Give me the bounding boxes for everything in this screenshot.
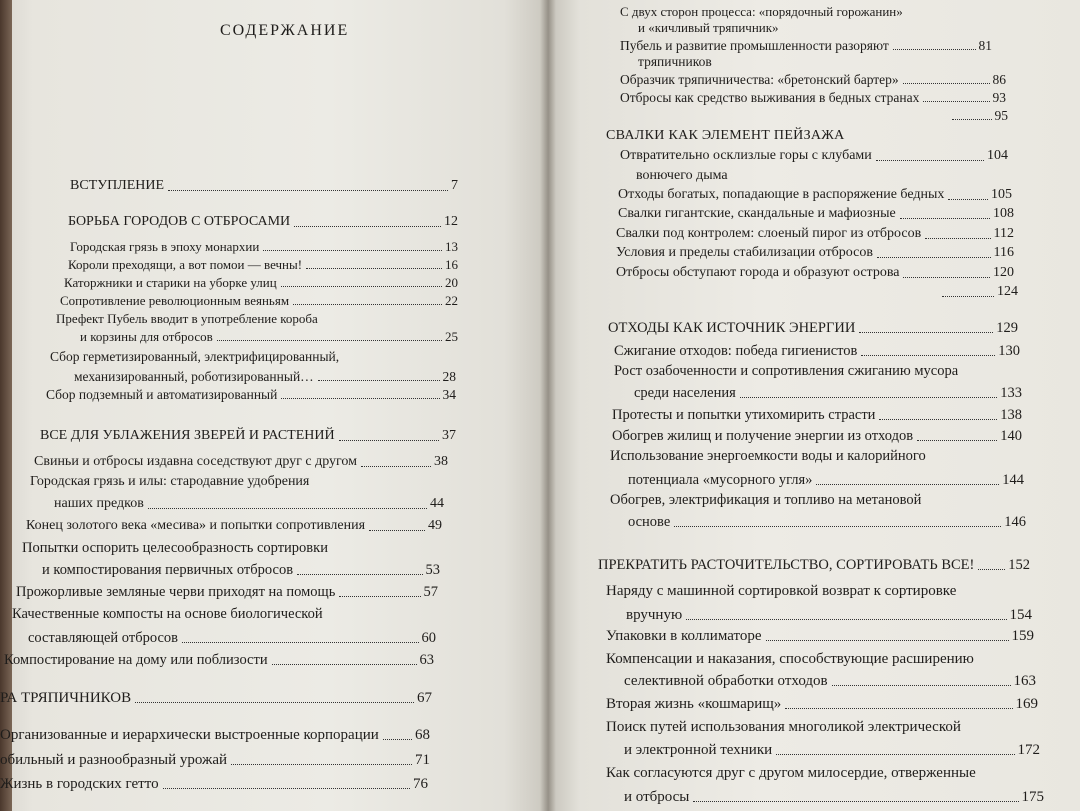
toc-entry-title: Протесты и попытки утихомирить страсти: [612, 407, 876, 423]
toc-entry-page: 112: [993, 226, 1014, 241]
toc-entry-title: Организованные и иерархически выстроенные корпорации: [0, 727, 379, 743]
toc-entry-title: обильный и разнообразный урожай: [0, 752, 228, 768]
toc-leader: [674, 526, 1001, 527]
toc-entry: [80, 329, 458, 345]
toc-entry: [606, 627, 1034, 645]
toc-entry-title: и «кичливый тряпичник»: [638, 20, 779, 35]
toc-entry-page: 133: [1000, 385, 1022, 401]
toc-entry: [628, 472, 1024, 489]
toc-entry-page: 130: [998, 343, 1020, 359]
toc-entry-page: 108: [993, 206, 1014, 221]
toc-entry-title: Обогрев, электрификация и топливо на метановой: [610, 492, 922, 508]
toc-entry: [624, 741, 1040, 759]
toc-entry-page: 38: [434, 454, 448, 469]
toc-leader: [785, 708, 1012, 709]
toc-entry-title: вручную: [626, 607, 683, 623]
toc-entry: [64, 275, 458, 291]
toc-section: [68, 214, 458, 231]
toc-leader: [861, 355, 995, 356]
toc-leader: [832, 685, 1011, 686]
toc-entry-title: Свиньи и отбросы издавна соседствуют друг с другом: [34, 454, 358, 469]
toc-entry-title: Отбросы обступают города и образуют острова: [616, 265, 900, 280]
toc-leader: [369, 530, 425, 531]
right-page: [548, 0, 1080, 811]
toc-entry-title: среди населения: [634, 385, 736, 401]
toc-leader: [693, 801, 1018, 802]
toc-entry-title: ПРЕКРАТИТЬ РАСТОЧИТЕЛЬСТВО, СОРТИРОВАТЬ ВСЕ!: [598, 557, 975, 573]
toc-entry-title: ВСЕ ДЛЯ УБЛАЖЕНИЯ ЗВЕРЕЙ И РАСТЕНИЙ: [40, 428, 335, 443]
toc-entry-page: 93: [992, 90, 1006, 105]
toc-entry-title: Качественные компосты на основе биологической: [12, 606, 323, 622]
toc-entry-title: Компостирование на дому или поблизости: [4, 652, 268, 668]
toc-entry: [616, 265, 1014, 282]
toc-leader: [942, 296, 994, 297]
toc-entry-title: ВСТУПЛЕНИЕ: [70, 178, 165, 193]
toc-entry-title: Сопротивление революционным веяньям: [60, 293, 290, 308]
toc-entry-title: РА ТРЯПИЧНИКОВ: [0, 690, 132, 706]
toc-leader: [859, 332, 993, 333]
toc-entry-page: 12: [444, 214, 458, 229]
toc-entry-page: 175: [1021, 789, 1044, 805]
toc-entry-title: Наряду с машинной сортировкой возврат к сортировке: [606, 583, 957, 599]
toc-entry: [620, 148, 1008, 165]
toc-section: [608, 320, 1018, 337]
toc-entry-page: 163: [1013, 673, 1036, 689]
toc-entry: [618, 187, 1012, 204]
toc-entry-page: 71: [415, 752, 430, 768]
toc-entry-page: 25: [445, 329, 458, 344]
toc-leader: [293, 304, 442, 305]
toc-entry-page: 154: [1009, 607, 1032, 623]
toc-entry: [34, 454, 448, 471]
toc-section: [0, 689, 432, 707]
toc-entry-page: 105: [991, 187, 1012, 202]
toc-entry-title: Отходы богатых, попадающие в распоряжение бедных: [618, 187, 945, 202]
toc-entry-page: 116: [993, 245, 1014, 260]
toc-entry-page: 67: [417, 690, 432, 706]
toc-entry-title: Короли преходящи, а вот помои — вечны!: [68, 257, 303, 272]
toc-entry-page: 104: [987, 148, 1008, 163]
toc-entry-title: С двух сторон процесса: «порядочный горожанин»: [620, 4, 903, 19]
toc-entry: [620, 38, 992, 54]
toc-entry-title: и электронной техники: [624, 742, 773, 758]
toc-entry-title: Компенсации и наказания, способствующие расширению: [606, 651, 974, 667]
toc-entry-title: Свалки гигантские, скандальные и мафиозные: [618, 206, 896, 221]
toc-entry-title: Отвратительно осклизлые горы с клубами: [620, 148, 872, 163]
contents-heading: СОДЕРЖАНИЕ: [220, 22, 350, 39]
toc-leader: [816, 484, 999, 485]
toc-entry: [620, 90, 1006, 106]
toc-entry-title: и корзины для отбросов: [80, 329, 213, 344]
toc-entry-title: Попытки оспорить целесообразность сортировки: [22, 540, 328, 556]
toc-entry: [618, 206, 1014, 223]
toc-entry-title: Прожорливые земляные черви приходят на помощь: [16, 584, 336, 600]
toc-entry-title: тряпичников: [638, 54, 712, 69]
toc-entry-title: Сбор герметизированный, электрифицированный,: [50, 349, 340, 364]
toc-entry-page: 124: [997, 284, 1018, 299]
toc-entry: [28, 630, 436, 647]
toc-entry-page: 152: [1008, 557, 1030, 573]
toc-entry: [624, 672, 1036, 690]
book-gutter: [540, 0, 556, 811]
toc-entry-page: 28: [442, 369, 456, 384]
toc-entry-title: Поиск путей использования многоликой электрической: [606, 719, 961, 735]
toc-leader: [952, 119, 992, 120]
toc-entry: [54, 496, 444, 513]
toc-entry-title: Вторая жизнь «кошмарищ»: [606, 696, 782, 712]
toc-leader: [263, 250, 442, 251]
toc-entry-page: 172: [1017, 742, 1040, 758]
toc-leader: [182, 642, 419, 643]
toc-entry-title: Свалки под контролем: слоеный пирог из отбросов: [616, 226, 922, 241]
toc-entry-title: механизированный, роботизированный…: [74, 369, 314, 384]
toc-leader: [383, 739, 412, 740]
toc-leader: [306, 268, 442, 269]
toc-leader: [231, 764, 412, 765]
toc-entry-page: 68: [415, 727, 430, 743]
toc-entry-page: 81: [978, 38, 992, 53]
toc-entry: [60, 293, 458, 309]
toc-leader: [135, 702, 414, 703]
toc-leader: [339, 596, 420, 597]
toc-leader: [776, 754, 1014, 755]
toc-entry-title: Рост озабоченности и сопротивления сжиганию мусора: [614, 363, 959, 379]
toc-entry-page: 120: [993, 265, 1014, 280]
toc-entry: [46, 387, 456, 403]
toc-entry-title: наших предков: [54, 496, 144, 511]
toc-entry-page: 86: [992, 72, 1006, 87]
toc-entry-title: Как согласуются друг с другом милосердие, отверженные: [606, 765, 976, 781]
toc-entry-title: Городская грязь и илы: стародавние удобрения: [30, 474, 310, 489]
toc-leader: [281, 398, 439, 399]
toc-entry: [612, 407, 1022, 424]
toc-entry: [26, 518, 442, 535]
toc-entry-page: 57: [423, 584, 438, 600]
toc-entry-title: Префект Пубель вводит в употребление короба: [56, 311, 318, 326]
toc-entry-title: Обогрев жилищ и получение энергии из отходов: [612, 428, 914, 444]
toc-entry-title: составляющей отбросов: [28, 630, 178, 646]
toc-leader: [148, 508, 427, 509]
toc-entry: [606, 695, 1038, 713]
toc-entry-title: Условия и пределы стабилизации отбросов: [616, 245, 873, 260]
toc-leader: [217, 340, 442, 341]
toc-entry-title: основе: [628, 514, 671, 530]
toc-entry-page: 76: [413, 776, 428, 792]
toc-entry: [938, 284, 1018, 301]
toc-leader: [163, 788, 410, 789]
toc-entry-page: 49: [428, 518, 442, 533]
toc-section: [598, 557, 1030, 574]
toc-entry: [70, 178, 458, 195]
toc-entry-title: Упаковки в коллиматоре: [606, 628, 762, 644]
toc-entry-page: 44: [430, 496, 444, 511]
toc-entry-page: 13: [445, 239, 458, 254]
toc-entry-title: Конец золотого века «месива» и попытки сопротивления: [26, 518, 366, 533]
toc-leader: [877, 257, 991, 258]
toc-entry: [634, 385, 1022, 402]
toc-entry-page: 20: [445, 275, 458, 290]
toc-entry-page: 140: [1000, 428, 1022, 444]
toc-entry-page: 144: [1002, 472, 1024, 488]
toc-entry-page: 159: [1011, 628, 1034, 644]
toc-leader: [900, 218, 990, 219]
toc-entry-page: 138: [1000, 407, 1022, 423]
toc-entry-title: селективной обработки отходов: [624, 673, 828, 689]
toc-leader: [879, 419, 997, 420]
toc-leader: [903, 277, 990, 278]
toc-entry-page: 63: [419, 652, 434, 668]
toc-entry-title: Городская грязь в эпоху монархии: [70, 239, 260, 254]
toc-leader: [917, 440, 997, 441]
toc-leader: [318, 380, 440, 381]
toc-entry: [624, 788, 1044, 806]
toc-entry: [620, 72, 1006, 88]
toc-entry-title: Пубель и развитие промышленности разоряют: [620, 38, 889, 53]
toc-entry: [626, 606, 1032, 624]
toc-entry-title: Жизнь в городских гетто: [0, 776, 159, 792]
toc-entry-title: Сжигание отходов: победа гигиенистов: [614, 343, 858, 359]
toc-entry: [612, 428, 1022, 445]
toc-entry: [616, 245, 1014, 262]
toc-entry-title: и компостирования первичных отбросов: [42, 562, 294, 578]
toc-section-title: СВАЛКИ КАК ЭЛЕМЕНТ ПЕЙЗАЖА: [606, 128, 845, 143]
toc-entry-page: 37: [442, 428, 456, 443]
toc-entry-page: 34: [442, 387, 456, 402]
toc-entry-title: вонючего дыма: [636, 168, 728, 183]
toc-leader: [294, 226, 441, 227]
toc-leader: [903, 83, 990, 84]
toc-entry: [74, 369, 456, 385]
toc-entry-page: 146: [1004, 514, 1026, 530]
toc-section: [40, 428, 456, 445]
toc-leader: [925, 238, 990, 239]
toc-leader: [168, 190, 448, 191]
toc-entry-title: БОРЬБА ГОРОДОВ С ОТБРОСАМИ: [68, 214, 291, 229]
toc-entry-title: и отбросы: [624, 789, 690, 805]
toc-entry: [616, 226, 1014, 243]
toc-entry: [42, 562, 440, 579]
toc-leader: [740, 397, 997, 398]
toc-leader: [766, 640, 1009, 641]
toc-entry: [628, 514, 1026, 531]
toc-entry-title: ОТХОДЫ КАК ИСТОЧНИК ЭНЕРГИИ: [608, 320, 856, 336]
toc-entry-page: 7: [451, 178, 458, 193]
toc-leader: [686, 619, 1006, 620]
toc-leader: [361, 466, 431, 467]
toc-leader: [948, 199, 988, 200]
toc-entry: [0, 726, 430, 744]
toc-entry-page: 22: [445, 293, 458, 308]
toc-leader: [923, 101, 989, 102]
toc-leader: [339, 440, 439, 441]
toc-entry-title: Образчик тряпичничества: «бретонский бартер»: [620, 72, 899, 87]
toc-leader: [893, 49, 976, 50]
toc-entry: [4, 652, 434, 669]
toc-entry-page: 60: [421, 630, 436, 646]
toc-entry-page: 129: [996, 320, 1018, 336]
toc-entry-title: Использование энергоемкости воды и калорийного: [610, 448, 926, 464]
toc-entry: [0, 775, 428, 793]
toc-entry: [614, 343, 1020, 360]
toc-entry: [16, 584, 438, 601]
toc-entry-title: Отбросы как средство выживания в бедных странах: [620, 90, 920, 105]
toc-entry-page: 95: [994, 108, 1008, 123]
toc-leader: [978, 569, 1005, 570]
toc-entry-page: 16: [445, 257, 458, 272]
toc-leader: [876, 160, 984, 161]
toc-entry: [0, 751, 430, 769]
toc-entry-title: Сбор подземный и автоматизированный: [46, 387, 278, 402]
toc-entry-title: Каторжники и старики на уборке улиц: [64, 275, 277, 290]
toc-leader: [297, 574, 422, 575]
toc-entry-page: 169: [1015, 696, 1038, 712]
toc-entry-page: 53: [425, 562, 440, 578]
toc-entry: [948, 108, 1008, 124]
toc-entry: [68, 257, 458, 273]
toc-entry-title: потенциала «мусорного угля»: [628, 472, 813, 488]
toc-leader: [281, 286, 442, 287]
toc-entry: [70, 239, 458, 255]
toc-leader: [272, 664, 417, 665]
